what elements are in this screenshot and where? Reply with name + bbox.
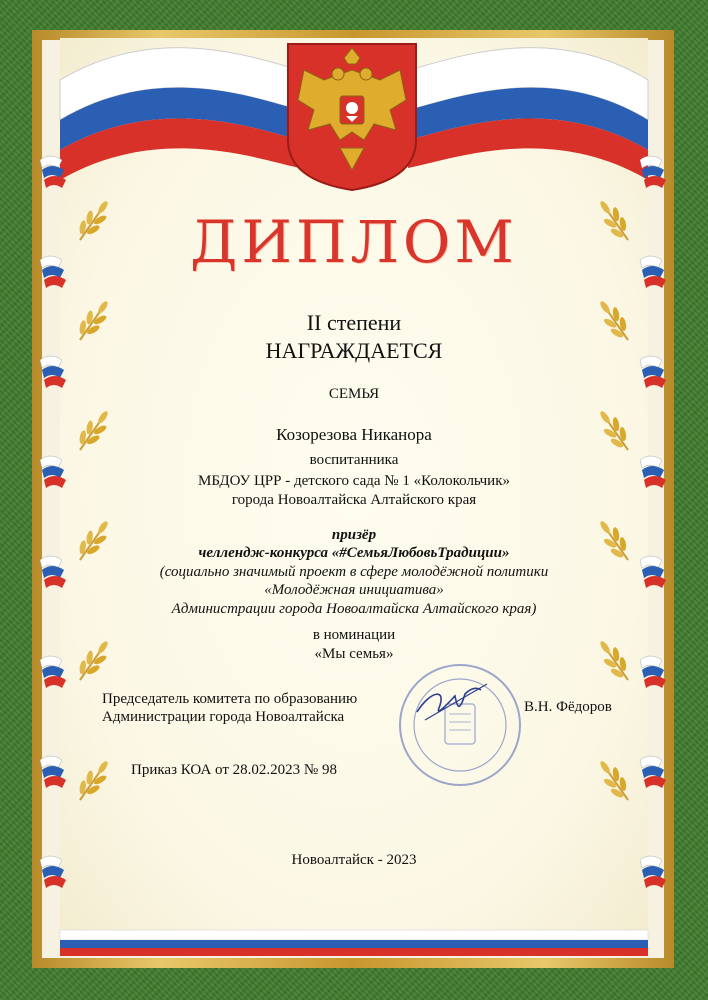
prize-label: призёр	[331, 527, 377, 543]
description-line-2: «Молодёжная инициатива»	[264, 582, 444, 598]
official-seal-icon	[395, 660, 525, 790]
nomination-label: в номинации	[312, 627, 396, 643]
order-reference: Приказ КОА от 28.02.2023 № 98	[131, 762, 337, 778]
city-year: Новоалтайск - 2023	[291, 852, 417, 868]
diploma-title: ДИПЛОМ	[190, 208, 518, 276]
recipient-name: Козорезова Никанора	[276, 425, 432, 444]
signatory-position	[102, 690, 357, 726]
pupil-label: воспитанника	[309, 452, 399, 468]
signatory-position-line-1: Председатель комитета по образованию	[102, 691, 358, 707]
degree-text: II степени	[306, 310, 402, 335]
awarded-text: НАГРАЖДАЕТСЯ	[265, 338, 443, 363]
description-line-1: (социально значимый проект в сфере молодёжной политики	[159, 564, 549, 580]
handwritten-signature-icon	[417, 684, 487, 720]
contest-name: челлендж-конкурса «#СемьяЛюбовьТрадиции»	[198, 545, 510, 561]
family-label: СЕМЬЯ	[328, 386, 380, 402]
institution-line-2: города Новоалтайска Алтайского края	[231, 492, 477, 508]
nomination-name: «Мы семья»	[314, 646, 394, 662]
institution-line-1: МБДОУ ЦРР - детского сада № 1 «Колокольчик»	[198, 473, 510, 489]
signatory-position-line-2: Администрации города Новоалтайска	[102, 709, 345, 725]
russian-coat-of-arms-icon	[284, 40, 420, 192]
description-line-3: Администрации города Новоалтайска Алтайского края)	[171, 601, 537, 617]
signatory-name: В.Н. Фёдоров	[524, 699, 612, 715]
